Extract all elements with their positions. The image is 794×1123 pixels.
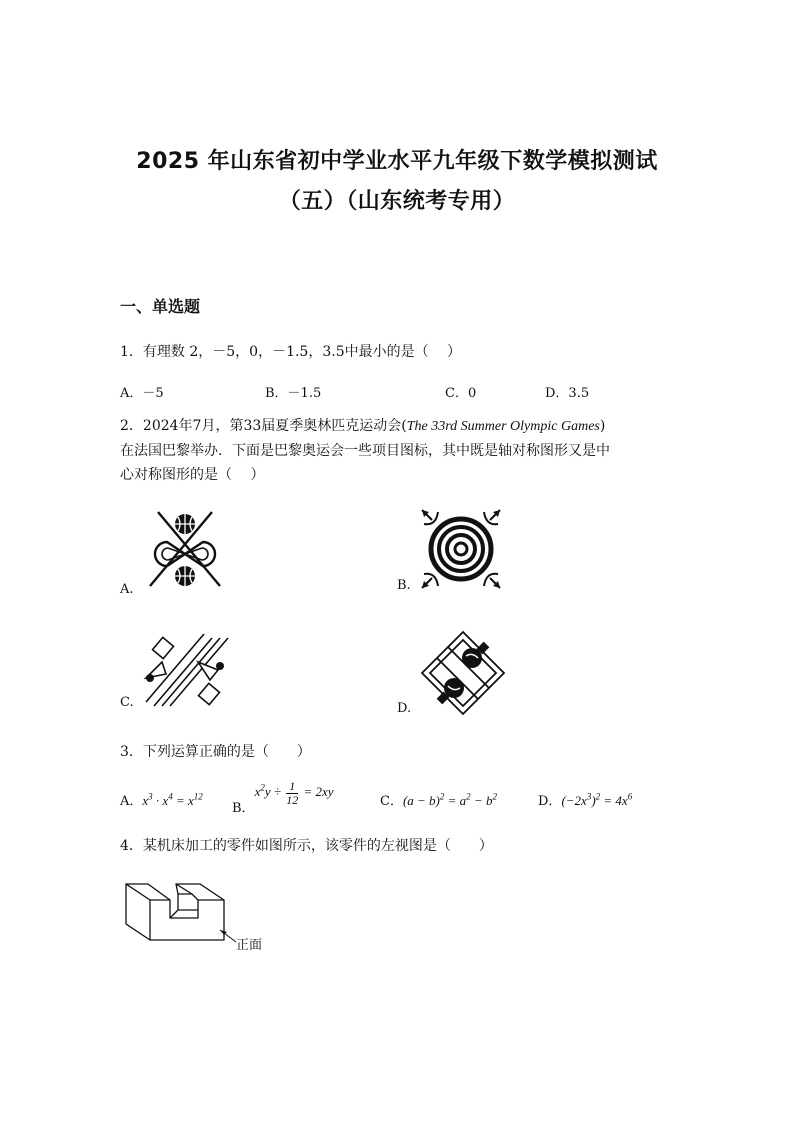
- question-3-stem: 3．下列运算正确的是（ ）: [120, 744, 311, 760]
- front-view-label: 正面: [236, 938, 263, 953]
- archery-target-icon: [418, 506, 504, 592]
- question-4-stem: 4．某机床加工的零件如图所示，该零件的左视图是（ ）: [120, 838, 493, 854]
- question-3-option-a: [120, 790, 203, 809]
- question-1-option-a: A．－5: [120, 386, 164, 401]
- question-2-option-a-label: A.: [120, 582, 134, 597]
- question-2-option-c-label: C.: [120, 695, 134, 710]
- question-2-option-d-label: D.: [397, 701, 412, 716]
- question-3-option-d-expr: $(-2x^3)^2 = 4x^6$: [561, 791, 633, 808]
- question-3-option-a-letter: A．: [120, 794, 143, 809]
- basketball-icon: [140, 508, 230, 592]
- question-3-option-b-expr: $x^2y$ ÷ $\frac{1}{12}$ = 2xy: [254, 779, 334, 807]
- boxing-icon: [420, 630, 506, 716]
- paper-title-line2: （五）（山东统考专用）: [278, 189, 516, 214]
- question-2-option-b-label: B.: [397, 578, 411, 593]
- question-3-option-c: [380, 790, 497, 809]
- question-2-line1: [120, 414, 690, 439]
- badminton-icon: [140, 632, 232, 710]
- question-1-option-d: D．3.5: [545, 386, 590, 401]
- question-2-line2: 在法国巴黎举办．下面是巴黎奥运会一些项目图标，其中既是轴对称图形又是中: [120, 443, 610, 459]
- question-3-option-b: [232, 779, 334, 817]
- paper-title-line1: 2025 年山东省初中学业水平九年级下数学模拟测试: [136, 149, 658, 174]
- question-3-option-a-expr: $x^3 \cdot x^4 = x^{12}$: [142, 791, 203, 808]
- question-3-option-b-letter: B．: [232, 801, 255, 817]
- question-1-option-b: B．－1.5: [265, 386, 322, 401]
- question-2-text-a: 2．2024年7月，第33届夏季奥林匹克运动会(: [120, 418, 407, 434]
- question-3-option-c-expr: $(a - b)^2 = a^2 - b^2$: [402, 791, 497, 808]
- question-2-line3: 心对称图形的是（ ）: [120, 467, 265, 483]
- question-2-stem: [120, 414, 690, 487]
- section-heading: 一、单选题: [120, 297, 201, 316]
- question-3-option-c-letter: C．: [380, 794, 403, 809]
- question-1-option-c: C．0: [445, 386, 477, 401]
- question-3-option-d-letter: D．: [538, 794, 562, 809]
- question-3-option-d: [538, 790, 632, 809]
- question-2-italic-title: The 33rd Summer Olympic Games: [406, 419, 600, 434]
- question-2-text-b: ): [599, 418, 606, 434]
- question-1-stem: 1．有理数 2，－5，0，－1.5，3.5中最小的是（ ）: [120, 344, 462, 360]
